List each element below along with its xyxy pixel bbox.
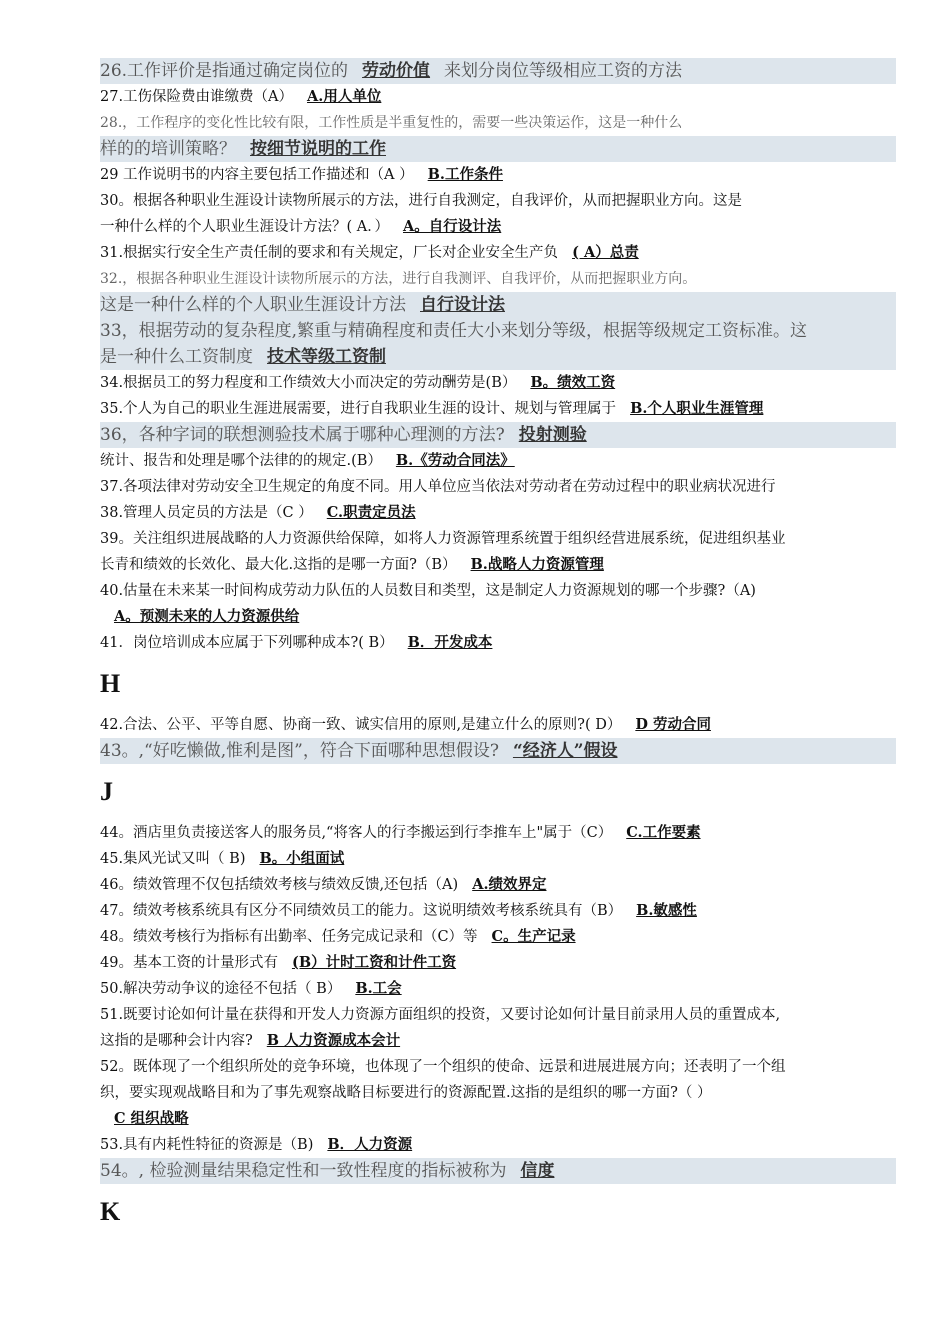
question-line <box>100 136 896 162</box>
question-line <box>100 162 896 188</box>
question-text: 47。绩效考核系统具有区分不同绩效员工的能力。这说明绩效考核系统具有（B） <box>100 903 623 919</box>
question-line <box>100 110 896 136</box>
question-text: 27.工伤保险费由谁缴费（A） <box>100 89 294 105</box>
answer-text: A.用人单位 <box>307 88 382 105</box>
question-text: 长青和绩效的长效化、最大化.这指的是哪一方面?（B） <box>100 557 457 573</box>
question-text: 52。既体现了一个组织所处的竞争环境，也体现了一个组织的使命、远景和进展进展方向；还表明了一个组 <box>100 1059 786 1075</box>
question-text: 53.具有内耗性特征的资源是（B) <box>100 1137 314 1153</box>
section-heading: K <box>100 1197 121 1226</box>
answer-text: B。小组面试 <box>259 850 345 867</box>
question-line <box>100 872 896 898</box>
question-line <box>100 240 896 266</box>
question-text: 36，各种字词的联想测验技术属于哪种心理测的方法? <box>100 425 505 445</box>
answer-text: B.工会 <box>355 980 402 997</box>
answer-text: B.敏感性 <box>636 902 697 919</box>
answer-text: C.工作要素 <box>626 824 701 841</box>
question-text: 是一种什么工资制度 <box>100 347 253 367</box>
question-line <box>100 318 896 344</box>
question-line <box>100 1158 896 1184</box>
question-text: 48。绩效考核行为指标有出勤率、任务完成记录和（C）等 <box>100 929 478 945</box>
question-line <box>100 422 896 448</box>
question-text: 30。根据各种职业生涯设计读物所展示的方法，进行自我测定，自我评价，从而把握职业方向。这是 <box>100 193 742 209</box>
answer-text: D 劳动合同 <box>635 716 711 733</box>
answer-text: C。生产记录 <box>491 928 576 945</box>
question-text: 31.根据实行安全生产责任制的要求和有关规定，厂长对企业安全生产负 <box>100 245 559 261</box>
answer-text: 技术等级工资制 <box>267 347 386 367</box>
question-line <box>100 292 896 318</box>
answer-text: A。自行设计法 <box>403 218 502 235</box>
question-text: 40.估量在未来某一时间构成劳动力队伍的人员数目和类型，这是制定人力资源规划的哪一个步骤?（A) <box>100 583 756 599</box>
question-text: 45.集风光试又叫（ B) <box>100 851 246 867</box>
question-line <box>100 738 896 764</box>
question-text: 34.根据员工的努力程度和工作绩效大小而决定的劳动酬劳是(B） <box>100 375 517 391</box>
question-text: 37.各项法律对劳动安全卫生规定的角度不同。用人单位应当依法对劳动者在劳动过程中的职业病状况进行 <box>100 479 776 495</box>
question-text: 26.工作评价是指通过确定岗位的 <box>100 61 349 81</box>
question-line <box>100 266 896 292</box>
question-line <box>100 630 896 656</box>
answer-text: 投射测验 <box>518 425 587 445</box>
question-line <box>100 1002 896 1028</box>
question-line <box>100 344 896 370</box>
question-line <box>100 474 896 500</box>
question-text: 一种什么样的个人职业生涯设计方法？( A．） <box>100 219 389 235</box>
question-text: 49。基本工资的计量形式有 <box>100 955 278 971</box>
question-text: 43。,“好吃懒做,惟利是图”，符合下面哪种思想假设? <box>100 741 499 761</box>
document-body <box>100 58 896 1240</box>
question-line <box>100 526 896 552</box>
question-line <box>100 604 896 630</box>
question-line <box>100 214 896 240</box>
question-line <box>100 552 896 578</box>
question-text: 38.管理人员定员的方法是（C ） <box>100 505 313 521</box>
question-text: 50.解决劳动争议的途径不包括（ B） <box>100 981 342 997</box>
question-line <box>100 950 896 976</box>
question-text: 54。, 检验测量结果稳定性和一致性程度的指标被称为 <box>100 1161 507 1181</box>
answer-text: B.战略人力资源管理 <box>470 556 604 573</box>
answer-text: 自行设计法 <box>420 295 505 315</box>
question-text: 42.合法、公平、平等自愿、协商一致、诚实信用的原则,是建立什么的原则?( D） <box>100 717 622 733</box>
answer-text: 劳动价值 <box>362 61 431 81</box>
question-line <box>100 1106 896 1132</box>
question-text: 统计、报告和处理是哪个法律的的规定.(B） <box>100 453 382 469</box>
question-text: 29 工作说明书的内容主要包括工作描述和（A ） <box>100 167 414 183</box>
question-text: 33，根据劳动的复杂程度,繁重与精确程度和责任大小来划分等级，根据等级规定工资标准。这 <box>100 321 808 341</box>
question-line <box>100 1132 896 1158</box>
question-line <box>100 820 896 846</box>
question-line <box>100 448 896 474</box>
section-heading: H <box>100 669 121 698</box>
answer-text: C 组织战略 <box>114 1110 189 1127</box>
question-line <box>100 370 896 396</box>
answer-text: 信度 <box>520 1161 555 1181</box>
answer-text: B.《劳动合同法》 <box>395 452 515 469</box>
question-text: 28.，工作程序的变化性比较有限，工作性质是半重复性的，需要一些决策运作，这是一种什么 <box>100 115 683 131</box>
answer-text: B 人力资源成本会计 <box>266 1032 401 1049</box>
question-line <box>100 58 896 84</box>
question-text: 织，要实现观战略目和为了事先观察战略目标要进行的资源配置.这指的是组织的哪一方面?（ ） <box>100 1085 712 1101</box>
answer-text: B．人力资源 <box>327 1136 413 1153</box>
section-heading: J <box>100 777 113 806</box>
question-line <box>100 84 896 110</box>
question-line <box>100 1054 896 1080</box>
question-text: 39。关注组织进展战略的人力资源供给保障，如将人力资源管理系统置于组织经营进展系统，促进组织基业 <box>100 531 786 547</box>
answer-text: A.绩效界定 <box>472 876 547 893</box>
question-line <box>100 924 896 950</box>
question-line <box>100 500 896 526</box>
question-text: 51.既要讨论如何计量在获得和开发人力资源方面组织的投资，又要讨论如何计量目前录用人员的重置成本, <box>100 1007 781 1023</box>
answer-text: B。绩效工资 <box>530 374 616 391</box>
answer-text: “经济人”假设 <box>512 741 618 761</box>
question-line <box>100 578 896 604</box>
question-line <box>100 712 896 738</box>
question-text: 这是一种什么样的个人职业生涯设计方法 <box>100 295 406 315</box>
answer-text: A。预测未来的人力资源供给 <box>114 608 300 625</box>
question-line <box>100 1028 896 1054</box>
answer-text: (B）计时工资和计件工资 <box>291 954 457 971</box>
answer-text: 按细节说明的工作 <box>250 139 386 159</box>
question-line <box>100 188 896 214</box>
question-text: 44。酒店里负责接送客人的服务员,“将客人的行李搬运到行李推车上"属于（C） <box>100 825 613 841</box>
question-text: 35.个人为自己的职业生涯进展需要，进行自我职业生涯的设计、规划与管理属于 <box>100 401 617 417</box>
answer-text: B.个人职业生涯管理 <box>630 400 764 417</box>
question-suffix: 来划分岗位等级相应工资的方法 <box>444 61 683 81</box>
question-text: 41．岗位培训成本应属于下列哪种成本?( B） <box>100 635 394 651</box>
question-text: 32.，根据各种职业生涯设计读物所展示的方法，进行自我测评、自我评价，从而把握职业方向。 <box>100 271 697 287</box>
question-line <box>100 1080 896 1106</box>
question-line <box>100 396 896 422</box>
answer-text: C.职责定员法 <box>326 504 416 521</box>
question-line <box>100 846 896 872</box>
question-line <box>100 898 896 924</box>
question-text: 46。绩效管理不仅包括绩效考核与绩效反馈,还包括（A) <box>100 877 459 893</box>
question-text: 这指的是哪种会计内容? <box>100 1033 253 1049</box>
question-line <box>100 976 896 1002</box>
answer-text: B．开发成本 <box>407 634 493 651</box>
answer-text: ( A）总责 <box>572 244 639 261</box>
answer-text: B.工作条件 <box>427 166 503 183</box>
question-text: 样的的培训策略？ <box>100 139 236 159</box>
